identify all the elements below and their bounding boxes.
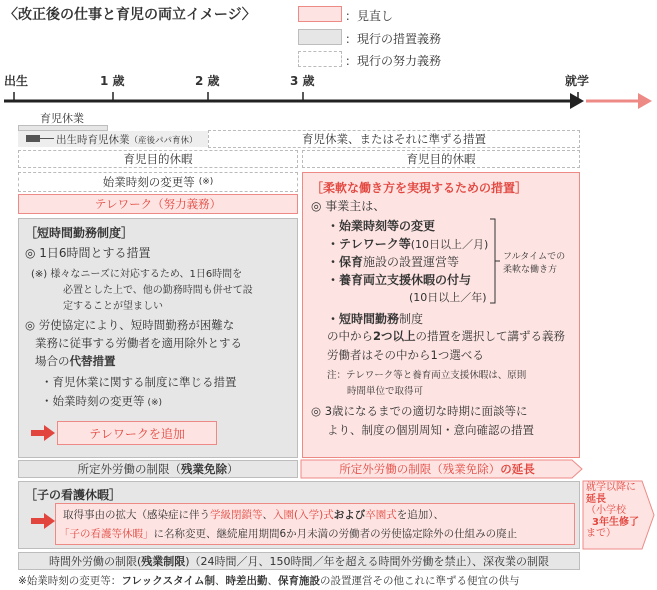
start-time-change-effort: [18, 172, 298, 192]
nursing-l1-red1: 学級閉鎖等: [210, 509, 263, 521]
childcare-purpose-leave-left: 育児目的休暇: [18, 150, 298, 168]
flexible-opt3: [327, 253, 459, 270]
flexible-opt2-rest: (10日以上／月): [410, 238, 489, 251]
legend-swatch-revised: [298, 6, 342, 22]
nursing-extension: [586, 482, 652, 540]
overtime-exempt-right-bold: の延長: [500, 462, 535, 476]
flexible-work-box: [302, 172, 580, 458]
add-telework-box: テレワークを追加: [57, 421, 217, 445]
flexible-opt5: [327, 310, 423, 327]
flexible-note-1: 注：テレワーク等と養育両立支援休暇は、原則: [327, 370, 527, 381]
brace-note-1: フルタイムでの: [503, 252, 566, 262]
nursing-extension-1: 就学以降に: [586, 482, 636, 493]
flexible-opt1: ・始業時刻等の変更: [327, 219, 436, 233]
flexible-opt4-sub: (10日以上／年): [409, 291, 487, 304]
postnatal-leave-label: [56, 132, 198, 147]
footnote-b1: フレックスタイム制: [121, 575, 215, 587]
overtime-exempt-right: [302, 460, 572, 478]
short-hours-heading: ［短時間勤務制度］: [25, 226, 134, 240]
short-hours-item1: ◎ 1日6時間とする措置: [25, 246, 151, 260]
flexible-choose-1-post: の措置を選択して講ずる義務: [415, 329, 566, 343]
timeline-school: 就学: [565, 74, 590, 88]
nursing-extension-3: （小学校: [586, 505, 626, 516]
postnatal-leave-box: [18, 131, 208, 147]
short-hours-sub1: ・育児休業に関する制度に準じる措置: [41, 375, 237, 389]
nursing-extension-2: 延長: [586, 493, 606, 505]
flexible-opt3-bold: ・保育: [327, 255, 364, 269]
flexible-opt5-bold: ・短時間勤務: [327, 312, 400, 326]
nursing-l1-and: および: [333, 509, 366, 521]
legend-label-effort: ：現行の努力義務: [345, 54, 442, 68]
flexible-note-2: 時間単位で取得可: [347, 386, 424, 397]
legend-swatch-mandatory: [298, 29, 342, 45]
start-time-change-label: 始業時刻の変更等: [102, 175, 195, 189]
short-hours-box: [18, 218, 298, 458]
legend-label-revised: ：見直し: [345, 9, 394, 23]
flexible-interview-1: ◎ 3歳になるまでの適切な時期に面談等に: [311, 404, 528, 418]
flexible-choose-1-pre: の中から: [327, 329, 373, 343]
flexible-opt2: [327, 235, 488, 252]
nursing-l1-mid: 、: [262, 509, 273, 521]
overtime-limit-bold: 残業制限: [141, 555, 186, 568]
nursing-extension-5: まで）: [586, 528, 616, 539]
nursing-l1-post: を追加）、: [396, 509, 444, 521]
overtime-limit-pre: 時間外労働の制限(: [48, 555, 142, 568]
page-title: 〈改正後の仕事と育児の両立イメージ〉: [4, 7, 256, 23]
overtime-exempt-left-pre: 所定外労働の制限（: [77, 462, 181, 476]
nursing-line-1: [63, 507, 444, 522]
flexible-opt5-rest: 制度: [399, 312, 424, 326]
postnatal-leave-note: （産後パパ育休）: [129, 136, 198, 146]
childcare-purpose-leave-right: 育児目的休暇: [302, 150, 580, 168]
nursing-line-2: [59, 526, 517, 541]
flexible-opt4: ・養育両立支援休暇の付与: [327, 273, 472, 287]
timeline-age2: 2 歳: [195, 74, 220, 88]
postnatal-leave-text: 出生時育児休業: [56, 134, 130, 146]
footnote-pre: ※始業時刻の変更等：: [18, 575, 122, 587]
nursing-l1-red2: 入園(入学)式: [273, 509, 334, 521]
short-hours-sub2-text: ・始業時刻の変更等: [41, 394, 145, 408]
overtime-exempt-left-post: ）: [227, 462, 239, 476]
short-hours-item2-l3-pre: 場合の: [35, 354, 70, 368]
short-hours-note1: (※) 様々なニーズに対応するため、1日6時間を: [31, 269, 243, 280]
nursing-l2-post: に名称変更、継続雇用期間6か月未満の労働者の労使協定除外の仕組みの廃止: [153, 528, 518, 540]
nursing-l1-red3: 卒園式: [365, 509, 397, 521]
flexible-interview-2: より、制度の個別周知・意向確認の措置: [327, 423, 534, 437]
short-hours-item2-l3-bold: 代替措置: [69, 354, 116, 368]
nursing-l2-red: 「子の看護等休暇」: [59, 528, 154, 540]
telework-effort-box: テレワーク（努力義務）: [18, 194, 298, 214]
nursing-l1-pre: 取得事由の拡大（感染症に伴う: [63, 509, 210, 521]
short-hours-sub2: [41, 393, 162, 409]
footnote-s1: 、: [214, 575, 226, 587]
flexible-opt3-rest: 施設の設置運営等: [363, 255, 460, 269]
footnote: [18, 573, 519, 588]
timeline-age3: 3 歳: [290, 74, 315, 88]
overtime-limit: [18, 552, 580, 570]
timeline-age1: 1 歳: [100, 74, 125, 88]
footnote-s2: 、: [267, 575, 278, 587]
nursing-extension-4: 3年生修了: [592, 516, 639, 528]
flexible-heading: ［柔軟な働き方を実現するための措置］: [311, 181, 528, 195]
overtime-exempt-right-main: 所定外労働の制限（残業免除）: [339, 462, 501, 476]
footnote-b2: 時差出勤: [225, 575, 268, 587]
brace-note-2: 柔軟な働き方: [503, 265, 558, 275]
overtime-exempt-left-bold: 残業免除: [181, 462, 227, 476]
legend-swatch-effort: [298, 51, 342, 67]
short-hours-item2-l2: 業務に従事する労働者を適用除外とする: [35, 336, 242, 350]
postnatal-leave-line: [40, 138, 54, 139]
timeline-birth: 出生: [4, 74, 29, 88]
flexible-choose-1: [327, 328, 565, 344]
bracket-icon: [489, 217, 501, 305]
footnote-post: の設置運営その他これに準ずる便宜の供与: [319, 575, 520, 587]
flexible-choose-2: 労働者はその中から1つ選べる: [327, 348, 484, 362]
nursing-leave-box: [18, 481, 580, 549]
flexible-choose-1-bold: 2つ以上: [373, 329, 416, 343]
flexible-opt2-bold: ・テレワーク等: [327, 237, 411, 251]
short-hours-note3: 定することが望ましい: [63, 301, 163, 312]
postnatal-leave-bar: [26, 135, 40, 142]
childcare-leave-label: 育児休業: [40, 112, 84, 125]
legend-label-mandatory: ：現行の措置義務: [345, 32, 442, 46]
childcare-leave-extended: 育児休業、またはそれに準ずる措置: [208, 130, 580, 148]
nursing-heading: ［子の看護休暇］: [25, 488, 122, 502]
flexible-employer: ◎ 事業主は、: [311, 199, 386, 213]
overtime-limit-post: )（24時間／月、150時間／年を超える時間外労働を禁止）、深夜業の制限: [185, 555, 550, 568]
arrow-icon: [31, 425, 59, 441]
short-hours-note2: 必置とした上で、他の勤務時間も併せて設: [63, 285, 253, 296]
short-hours-item2-l3: [35, 353, 116, 369]
short-hours-item2-l1: ◎ 労使協定により、短時間勤務が困難な: [25, 318, 235, 332]
timeline-axis: [0, 88, 657, 114]
footnote-b3: 保育施設: [277, 575, 320, 587]
overtime-exempt-left: [18, 460, 298, 478]
start-time-change-mark: (※): [198, 177, 214, 187]
short-hours-sub2-mark: (※): [147, 398, 163, 408]
